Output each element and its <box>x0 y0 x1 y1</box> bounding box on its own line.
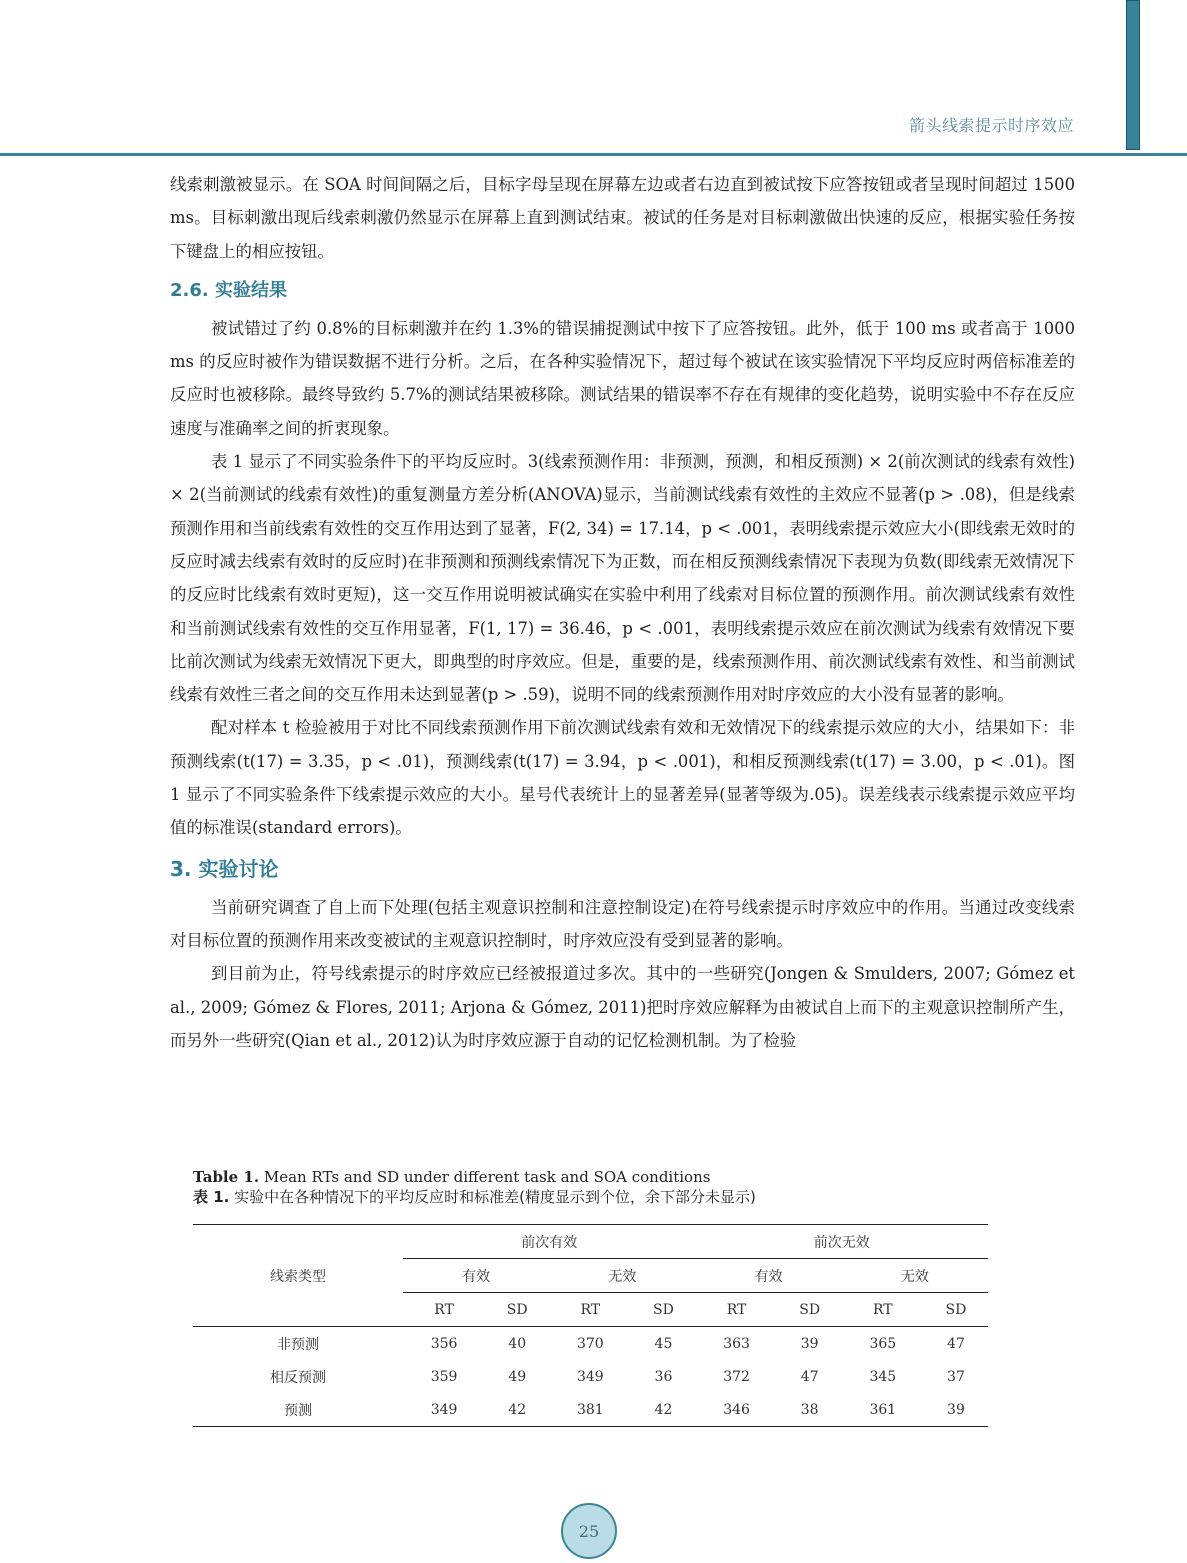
header-rule <box>0 153 1187 156</box>
section-heading-2-6: 2.6. 实验结果 <box>170 279 287 301</box>
article-body <box>170 168 1075 1057</box>
table-cell: 47 <box>800 1368 819 1385</box>
subgroup-header: 无效 <box>549 1259 695 1293</box>
table-cell: 42 <box>631 1393 695 1427</box>
table-cell: 359 <box>430 1368 458 1385</box>
table-cell: 372 <box>723 1368 750 1385</box>
table-row <box>193 1393 988 1427</box>
table-cell: 42 <box>485 1393 549 1427</box>
table-cell: 361 <box>842 1393 924 1427</box>
paragraph-t-test: 配对样本 t 检验被用于对比不同线索预测作用下前次测试线索有效和无效情况下的线索提示效应的大小，结果如下：非预测线索(t(17) = 3.35，p < .01)，预测线索(t(17) = 3.94，p < .001)，和相反预测线索(t(17) = 3.00，p < .01)。图 1 显示了不同实验条件下线索提示效应的大小。星号代表统计上的显著差异(显著等级为.05)。误差线表示线索提示效应平均值的标准误(standard errors)。 <box>170 718 1075 838</box>
table-cell: 47 <box>947 1335 965 1352</box>
rt-sd-table <box>193 1224 988 1427</box>
table-caption-en <box>193 1167 993 1187</box>
measure-header: SD <box>653 1301 674 1318</box>
table-cell: 38 <box>778 1393 842 1427</box>
paragraph-discussion-1: 当前研究调查了自上而下处理(包括主观意识控制和注意控制设定)在符号线索提示时序效应中的作用。当通过改变线索对目标位置的预测作用来改变被试的主观意识控制时，时序效应没有受到显著的影响。 <box>170 897 1075 950</box>
row-label: 相反预测 <box>270 1369 326 1386</box>
table-cell: 45 <box>654 1335 673 1352</box>
table-caption-zh-label: 表 1. <box>193 1188 230 1206</box>
table-cell: 346 <box>695 1393 777 1427</box>
subgroup-header: 有效 <box>695 1259 841 1293</box>
paragraph-continued: 线索刺激被显示。在 SOA 时间间隔之后，目标字母呈现在屏幕左边或者右边直到被试按下应答按钮或者呈现时间超过 1500 ms。目标刺激出现后线索刺激仍然显示在屏幕上直到测试结束。被试的任务是对目标刺激做出快速的反应，根据实验任务按下键盘上的相应按钮。 <box>170 175 1075 261</box>
paragraph-error-removal: 被试错过了约 0.8%的目标刺激并在约 1.3%的错误捕捉测试中按下了应答按钮。此外，低于 100 ms 或者高于 1000 ms 的反应时被作为错误数据不进行分析。之后，在各种实验情况下，超过每个被试在该实验情况下平均反应时两倍标准差的反应时也被移除。最终导致约 5.7%的测试结果被移除。测试结果的错误率不存在有规律的变化趋势，说明实验中不存在反应速度与准确率之间的折衷现象。 <box>170 318 1075 438</box>
section-heading-3: 3. 实验讨论 <box>170 856 279 881</box>
table-cell: 36 <box>654 1368 673 1385</box>
measure-header: RT <box>580 1301 601 1318</box>
table-cell: 40 <box>508 1335 527 1352</box>
subgroup-header: 无效 <box>842 1259 988 1293</box>
measure-header: RT <box>726 1301 747 1318</box>
row-label: 预测 <box>193 1393 403 1427</box>
table-cell: 381 <box>549 1393 631 1427</box>
table-cell: 39 <box>924 1393 988 1427</box>
measure-header: SD <box>945 1301 967 1318</box>
measure-header: RT <box>434 1301 454 1318</box>
table-cell: 345 <box>869 1368 897 1385</box>
table-cell: 49 <box>508 1368 527 1385</box>
row-label: 非预测 <box>277 1336 319 1353</box>
paragraph-discussion-2: 到目前为止，符号线索提示的时序效应已经被报道过多次。其中的一些研究(Jongen & Smulders, 2007; Gómez et al., 2009; Gómez & Flores, 2011; Arjona & Gómez, 2011)把时序效应解释为由被试自上而下的主观意识控制所产生，而另外一些研究(Qian et al., 2012)认为时序效应源于自动的记忆检测机制。为了检验 <box>170 964 1075 1050</box>
table-cell: 363 <box>723 1335 750 1352</box>
measure-header: SD <box>506 1301 528 1318</box>
measure-header: SD <box>799 1301 821 1318</box>
table-caption <box>193 1167 993 1207</box>
group-header: 前次有效 <box>403 1225 695 1259</box>
table-cell: 37 <box>947 1368 965 1385</box>
paragraph-anova: 表 1 显示了不同实验条件下的平均反应时。3(线索预测作用：非预测，预测，和相反预测) × 2(前次测试的线索有效性) × 2(当前测试的线索有效性)的重复测量方差分析(ANOVA)显示，当前测试线索有效性的主效应不显著(p > .08)，但是线索预测作用和当前线索有效性的交互作用达到了显著，F(2, 34) = 17.14，p < .001，表明线索提示效应大小(即线索无效时的反应时减去线索有效时的反应时)在非预测和预测线索情况下为正数，而在相反预测线索情况下表现为负数(即线索无效情况下的反应时比线索有效时更短)，这一交互作用说明被试确实在实验中利用了线索对目标位置的预测作用。前次测试线索有效性和当前测试线索有效性的交互作用显著，F(1, 17) = 36.46，p < .001，表明线索提示效应在前次测试为线索有效情况下要比前次测试为线索无效情况下更大，即典型的时序效应。但是，重要的是，线索预测作用、前次测试线索有效性、和当前测试线索有效性三者之间的交互作用未达到显著(p > .59)，说明不同的线索预测作用对时序效应的大小没有显著的影响。 <box>170 452 1075 705</box>
table-cell: 365 <box>869 1335 897 1352</box>
table-cell: 349 <box>576 1368 604 1385</box>
row-header-cue-type: 线索类型 <box>193 1225 403 1327</box>
measure-header: RT <box>872 1301 893 1318</box>
running-header-title: 箭头线索提示时序效应 <box>908 116 1074 135</box>
table-row <box>193 1360 988 1393</box>
table-row <box>193 1327 988 1361</box>
table-caption-en-label: Table 1. <box>193 1168 260 1186</box>
table-cell: 356 <box>430 1335 458 1352</box>
table-caption-zh-text: 实验中在各种情况下的平均反应时和标准差(精度显示到个位，余下部分未显示) <box>229 1188 756 1206</box>
page-number-badge <box>561 1503 617 1559</box>
page-number: 25 <box>578 1521 600 1541</box>
table-cell: 39 <box>800 1335 819 1352</box>
decorative-side-bar <box>1126 0 1140 150</box>
table-cell: 349 <box>403 1393 485 1427</box>
table-caption-en-text: Mean RTs and SD under different task and SOA conditions <box>259 1168 711 1186</box>
subgroup-header: 有效 <box>403 1259 549 1293</box>
group-header: 前次无效 <box>695 1225 988 1259</box>
table-caption-zh <box>193 1187 993 1207</box>
table-cell: 370 <box>576 1335 604 1352</box>
